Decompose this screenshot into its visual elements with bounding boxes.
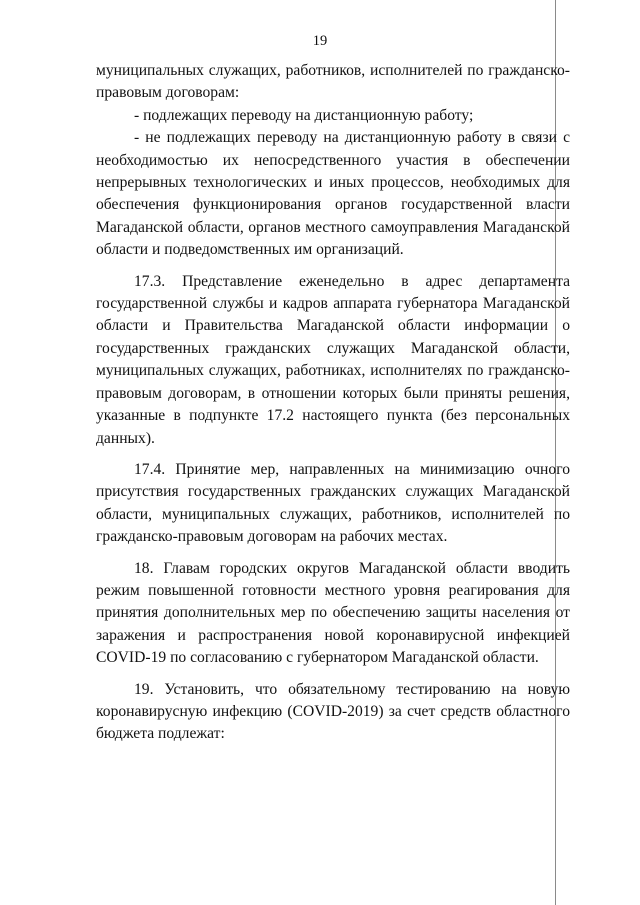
paragraph-18: 18. Главам городских округов Магаданской области вводить режим повышенной готовности местного уровня реагирования для принятия дополнительных мер по обеспечению защиты населения от заражения и распространения новой коронавирусной инфекцией COVID-19 по согласованию с губернатором Магаданской области. <box>96 559 570 667</box>
paragraph-19: 19. Установить, что обязательному тестированию на новую коронавирусную инфекцию (COVID-2019) за счет средств областного бюджета подлежат: <box>96 680 570 743</box>
paragraph-17-3: 17.3. Представление еженедельно в адрес департамента государственной службы и кадров аппарата губернатора Магаданской области и Правительства Магаданской области информации о государственных гражданских служащих Магаданской области, муниципальных служащих, работниках, исполнителях по гражданско-правовым договорам, в отношении которых были приняты решения, указанные в подпункте 17.2 настоящего пункта (без персональных данных). <box>96 272 570 447</box>
list-item-remote-work: - подлежащих переводу на дистанционную работу; <box>134 106 474 124</box>
list-item-not-remote-work: - не подлежащих переводу на дистанционную работу в связи с необходимостью их непосредственного участия в обеспечении непрерывных технологических и иных процессов, необходимых для обеспечения функционирования органов государственной власти Магаданской области, органов местного самоуправления Магаданской области и подведомственных им организаций. <box>96 129 570 259</box>
page-number: 19 <box>312 33 328 49</box>
document-body <box>96 60 570 746</box>
paragraph-17-4: 17.4. Принятие мер, направленных на минимизацию очного присутствия государственных гражданских служащих Магаданской области, муниципальных служащих, работников, исполнителей по гражданско-правовым договорам на рабочих местах. <box>96 460 570 546</box>
paragraph-continuation: муниципальных служащих, работников, исполнителей по гражданско-правовым договорам: <box>96 62 570 102</box>
